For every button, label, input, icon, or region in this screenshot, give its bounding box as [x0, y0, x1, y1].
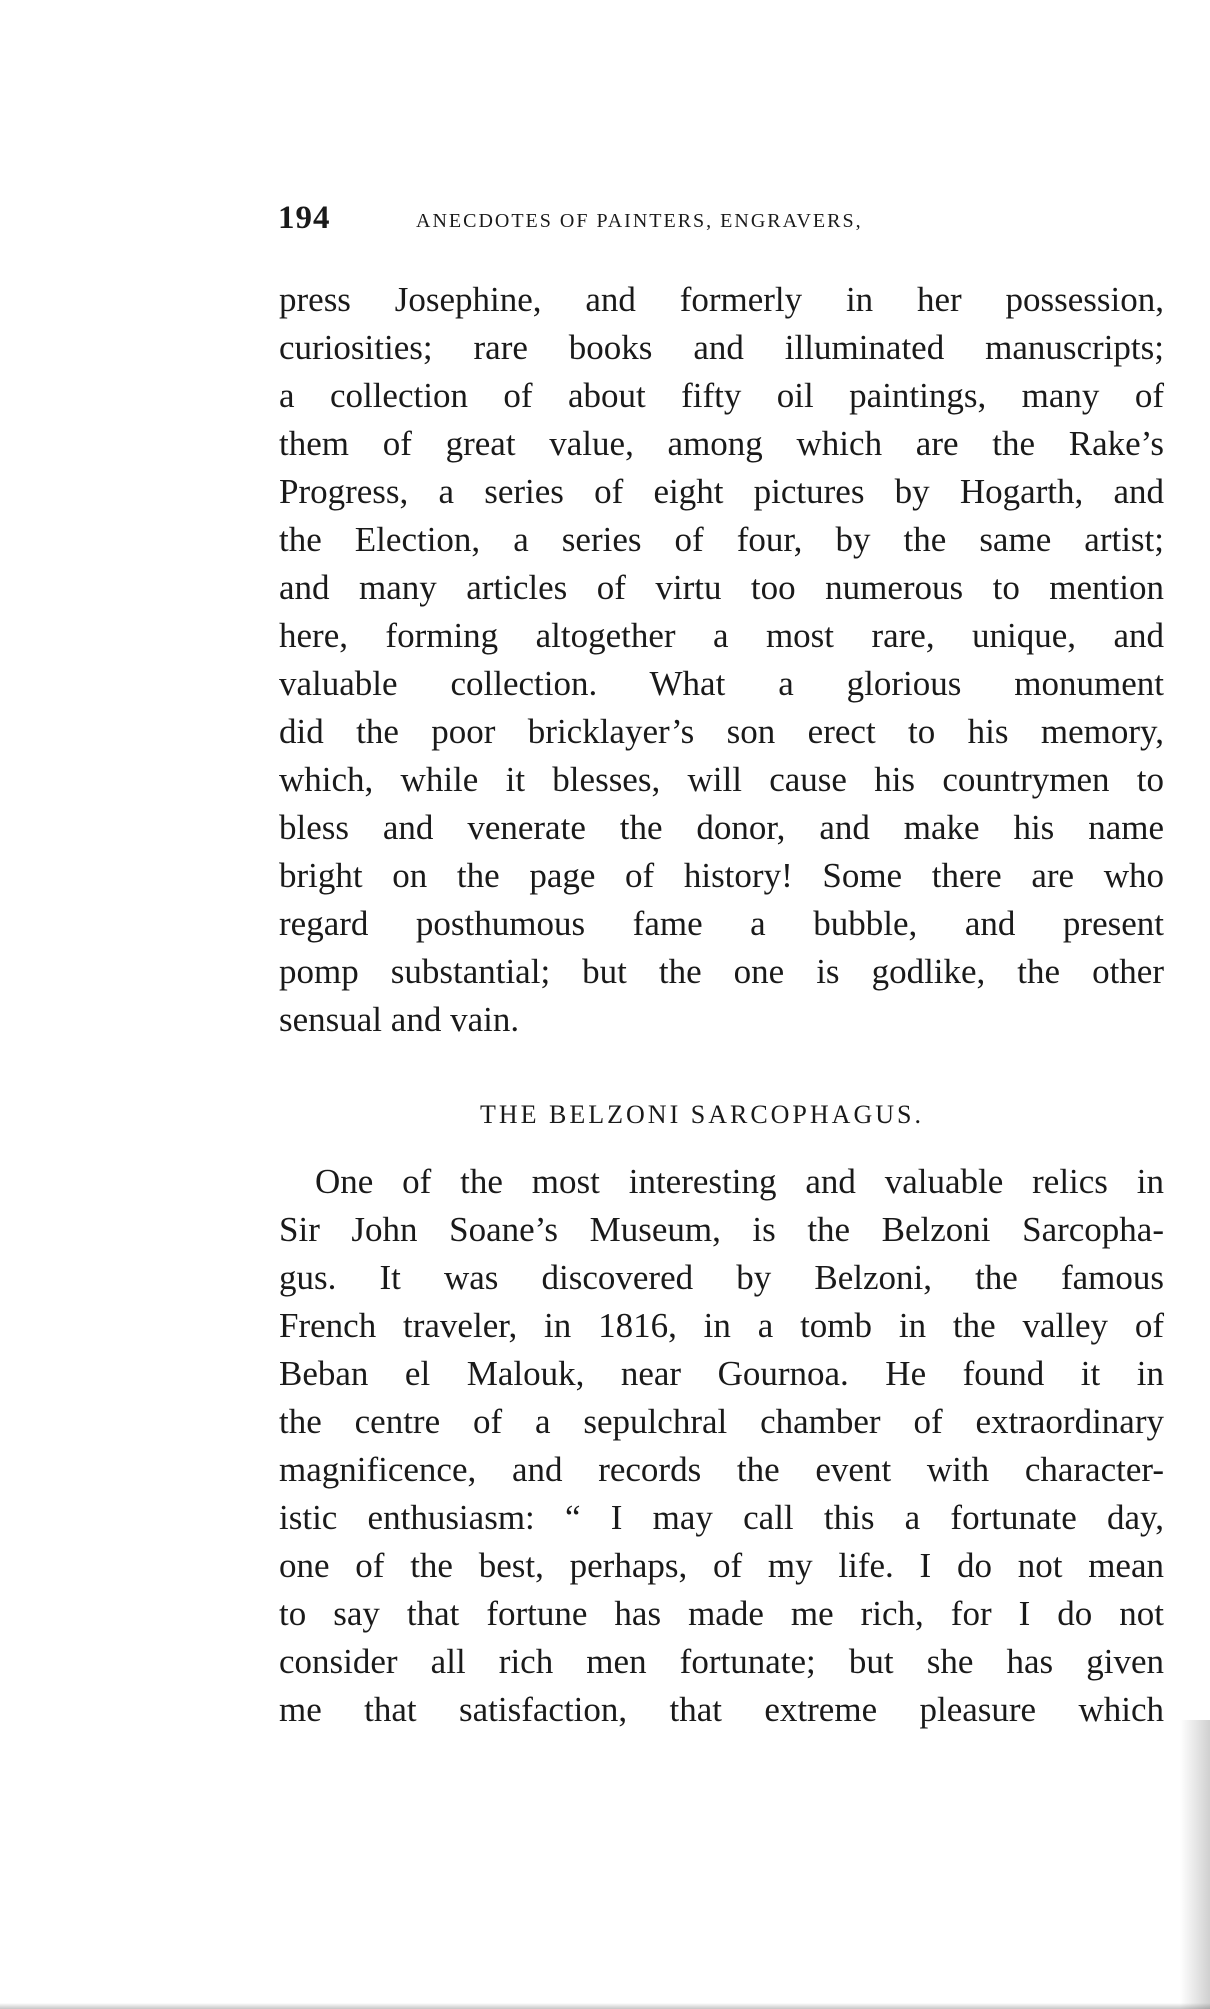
text-line: the Election, a series of four, by the same artist;	[279, 520, 1164, 559]
text-line: here, forming altogether a most rare, unique, and	[279, 616, 1164, 655]
text-line: valuable collection. What a glorious monument	[279, 664, 1164, 703]
text-line: press Josephine, and formerly in her possession,	[279, 280, 1164, 319]
text-line: magnificence, and records the event with character-	[279, 1450, 1164, 1489]
running-title: ANECDOTES OF PAINTERS, ENGRAVERS,	[416, 210, 863, 232]
text-line: the centre of a sepulchral chamber of extraordinary	[279, 1402, 1164, 1441]
page-number: 194	[278, 200, 331, 236]
text-line: French traveler, in 1816, in a tomb in the valley of	[279, 1306, 1164, 1345]
paragraph-continuation	[279, 276, 1164, 1044]
text-line: regard posthumous fame a bubble, and present	[279, 904, 1164, 943]
running-head	[278, 200, 1038, 244]
text-line: consider all rich men fortunate; but she has given	[279, 1642, 1164, 1681]
text-line: which, while it blesses, will cause his countrymen to	[279, 760, 1164, 799]
text-line: to say that fortune has made me rich, for I do not	[279, 1594, 1164, 1633]
scan-shadow-edge	[1180, 1720, 1210, 2009]
text-line: did the poor bricklayer’s son erect to his memory,	[279, 712, 1164, 751]
text-line: Beban el Malouk, near Gournoa. He found it in	[279, 1354, 1164, 1393]
paragraph-belzoni	[279, 1158, 1164, 1734]
text-line: and many articles of virtu too numerous to mention	[279, 568, 1164, 607]
text-line: curiosities; rare books and illuminated manuscripts;	[279, 328, 1164, 367]
text-line: me that satisfaction, that extreme pleasure which	[279, 1690, 1164, 1729]
text-line: them of great value, among which are the Rake’s	[279, 424, 1164, 463]
section-heading: THE BELZONI SARCOPHAGUS.	[480, 1100, 924, 1129]
text-line: gus. It was discovered by Belzoni, the famous	[279, 1258, 1164, 1297]
text-line: bless and venerate the donor, and make his name	[279, 808, 1164, 847]
scan-shadow-bottom	[0, 2003, 1210, 2009]
text-line: sensual and vain.	[279, 1000, 520, 1039]
text-line: pomp substantial; but the one is godlike, the other	[279, 952, 1164, 991]
text-line: bright on the page of history! Some there are who	[279, 856, 1164, 895]
text-line: One of the most interesting and valuable relics in	[315, 1162, 1164, 1201]
text-line: a collection of about fifty oil paintings, many of	[279, 376, 1164, 415]
text-line: istic enthusiasm: “ I may call this a fortunate day,	[279, 1498, 1164, 1537]
text-line: one of the best, perhaps, of my life. I do not mean	[279, 1546, 1164, 1585]
text-line: Sir John Soane’s Museum, is the Belzoni Sarcopha-	[279, 1210, 1164, 1249]
text-line: Progress, a series of eight pictures by Hogarth, and	[279, 472, 1164, 511]
